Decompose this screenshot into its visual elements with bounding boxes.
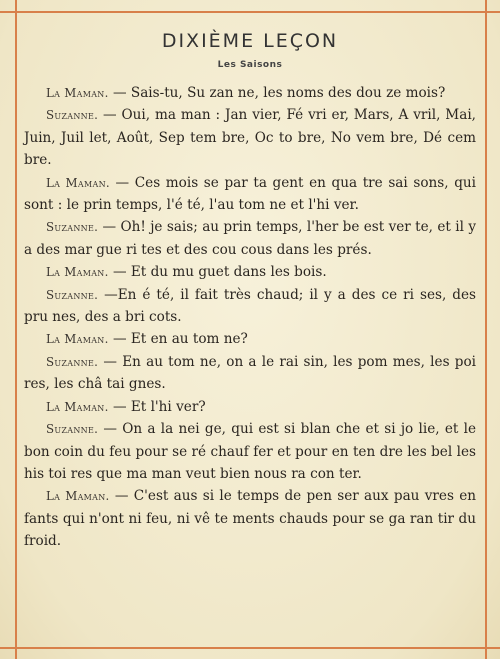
speaker-name: La Maman. [46, 175, 110, 190]
right-border-line [485, 0, 487, 659]
speaker-name: Suzanne. [46, 354, 99, 369]
line-text: — Ces mois se par ta gent en qua tre sai sons, qui sont : le prin temps, l'é té, l'au tom ne et l'hi ver. [24, 174, 476, 214]
line-text: — C'est aus si le temps de pen ser aux pau vres en fants qui n'ont ni feu, ni vê te ments chauds pour se ga ran tir du froid. [24, 488, 476, 550]
dialogue-line [24, 396, 476, 418]
speaker-name: La Maman. [46, 489, 110, 504]
line-text: —En é té, il fait très chaud; il y a des ce ri ses, des pru nes, des a bri cots. [24, 286, 476, 326]
dialogue-line [24, 328, 476, 350]
dialogue-line [24, 172, 476, 217]
dialogue-line [24, 104, 476, 171]
line-text: — En au tom ne, on a le rai sin, les pom mes, les poi res, les châ tai gnes. [24, 353, 476, 393]
dialogue-line [24, 82, 476, 104]
line-text: — Et l'hi ver? [108, 398, 206, 415]
line-text: — Sais-tu, Su zan ne, les noms des dou ze mois? [108, 85, 446, 101]
speaker-name: La Maman. [46, 86, 109, 100]
dialogue-text [24, 82, 476, 553]
left-border-line [15, 0, 17, 659]
speaker-name: La Maman. [46, 265, 109, 280]
line-text: — Et en au tom ne? [108, 331, 248, 348]
lesson-title: DIXIÈME LEÇON [161, 30, 339, 52]
line-text: — Oh! je sais; au prin temps, l'her be est ver te, et il y a des mar gue ri tes et des cou cous dans les prés. [24, 219, 476, 258]
bottom-border-line [0, 647, 500, 649]
speaker-name: La Maman. [46, 332, 109, 347]
line-text: — Oui, ma man : Jan vier, Fé vri er, Mars, A vril, Mai, Juin, Juil let, Août, Sep tem bre, Oc to bre, No vem bre, Dé cem bre. [24, 107, 476, 169]
dialogue-line [24, 485, 476, 552]
line-text: — Et du mu guet dans les bois. [108, 264, 327, 281]
lesson-subtitle: Les Saisons [217, 60, 283, 70]
speaker-name: Suzanne. [46, 108, 99, 123]
speaker-name: Suzanne. [46, 422, 99, 437]
line-text: — On a la nei ge, qui est si blan che et si jo lie, et le bon coin du feu pour se ré chauf fer et pour en ten dre les bel les his toi res que ma man veut bien nous ra con ter. [24, 421, 476, 482]
top-border-line [0, 11, 500, 13]
dialogue-line [24, 216, 476, 261]
dialogue-line [24, 261, 476, 283]
speaker-name: Suzanne. [46, 220, 99, 235]
dialogue-line [24, 284, 476, 329]
speaker-name: La Maman. [46, 399, 109, 414]
speaker-name: Suzanne. [46, 287, 99, 302]
dialogue-line [24, 418, 476, 485]
dialogue-line [24, 351, 476, 396]
